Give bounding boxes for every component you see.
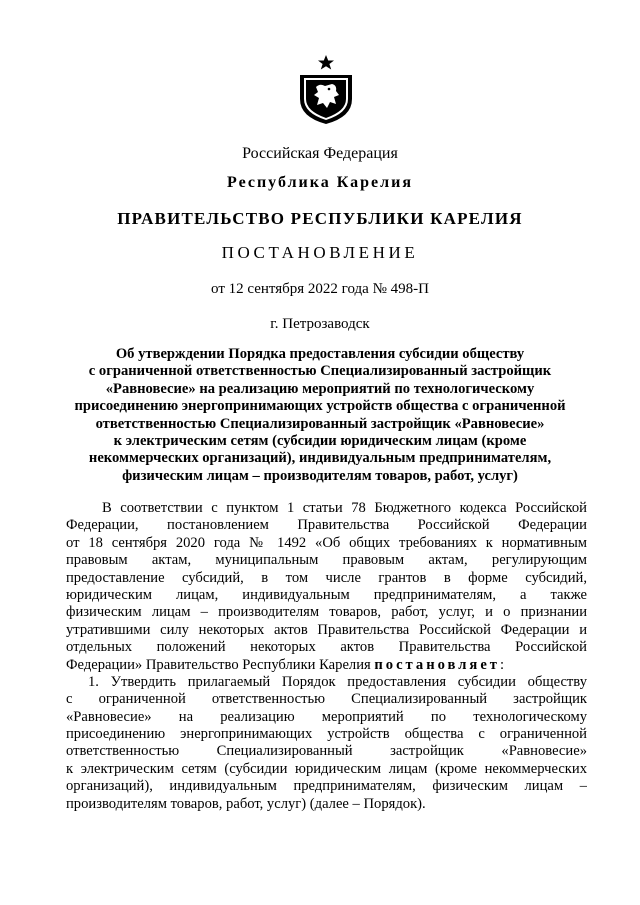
title-line: физическим лицам – производителям товаров, работ, услуг): [122, 467, 518, 484]
preamble-line: правовым актам, муниципальным правовым актам, регулирующим: [66, 552, 587, 569]
title-line: ответственностью Специализированный застройщик «Равновесие»: [95, 415, 545, 432]
resolves-word: постановляет: [374, 656, 500, 673]
resolves-colon: :: [499, 656, 505, 673]
title-line: к электрическим сетям (субсидии юридическим лицам (кроме: [113, 433, 527, 450]
item1-line: организаций), индивидуальным предпринимателям, физическим лицам –: [66, 778, 587, 795]
document-body: [66, 500, 587, 813]
preamble-line: физическим лицам – производителям товаров, работ, услуг, и о признании: [66, 604, 587, 621]
document-title: [60, 346, 580, 485]
item1-line: к электрическим сетям (субсидии юридическим лицам (кроме некоммерческих: [66, 760, 587, 777]
document-type: ПОСТАНОВЛЕНИЕ: [221, 243, 419, 262]
document-date-number: от 12 сентября 2022 года № 498-П: [211, 281, 429, 297]
title-line: присоединению энергопринимающих устройств общества с ограниченной: [74, 398, 566, 415]
preamble-line: Федерации, постановлением Правительства Российской Федерации: [66, 517, 587, 534]
title-line: «Равновесие» на реализацию мероприятий по технологическому: [105, 380, 535, 397]
item1-line: с ограниченной ответственностью Специализированный застройщик: [66, 691, 587, 708]
item1-line: «Равновесие» на реализацию мероприятий по технологическому: [66, 708, 587, 725]
preamble-line: утратившими силу некоторых актов Правительства Российской Федерации и: [66, 621, 587, 638]
item1-line: производителям товаров, работ, услуг) (далее – Порядок).: [66, 795, 426, 812]
item1-line: присоединению энергопринимающих устройств общества с ограниченной: [66, 726, 587, 743]
item1-line: 1. Утвердить прилагаемый Порядок предоставления субсидии обществу: [88, 673, 587, 690]
title-line: Об утверждении Порядка предоставления субсидии обществу: [115, 346, 525, 362]
preamble-line: отдельных положений некоторых актов Правительства Российской: [66, 639, 587, 656]
title-line: с ограниченной ответственностью Специализированный застройщик: [88, 363, 552, 380]
item1-line: ответственностью Специализированный застройщик «Равновесие»: [66, 743, 587, 760]
preamble-line: В соответствии с пунктом 1 статьи 78 Бюджетного кодекса Российской: [102, 500, 587, 516]
title-line: некоммерческих организаций), индивидуальным предпринимателям,: [88, 450, 552, 467]
preamble-line: от 18 сентября 2020 года № 1492 «Об общих требованиях к нормативным: [66, 534, 587, 551]
preamble-last-line: [66, 657, 587, 674]
karelia-coat-of-arms-icon: [296, 55, 356, 125]
preamble-line: юридическим лицам, индивидуальным предпринимателям, а также: [66, 586, 587, 603]
country-name: Российская Федерация: [242, 145, 398, 162]
government-name: ПРАВИТЕЛЬСТВО РЕСПУБЛИКИ КАРЕЛИЯ: [117, 209, 523, 228]
preamble-last-text: Федерации» Правительство Республики Карелия: [66, 656, 375, 673]
preamble-line: предоставление субсидий, в том числе грантов в форме субсидий,: [66, 569, 587, 586]
document-city: г. Петрозаводск: [270, 316, 370, 332]
republic-name: Республика Карелия: [227, 174, 413, 191]
